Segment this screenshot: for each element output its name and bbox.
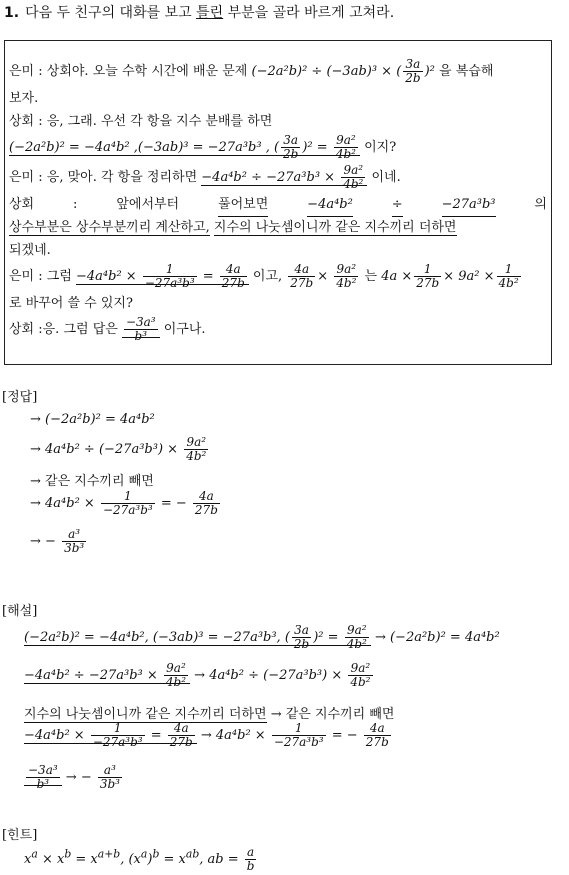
question-header xyxy=(4,2,394,22)
answer-line-5: → − $\frac{\text{a³}}{\text{3b³}}$ xyxy=(30,527,85,555)
dialogue-line-7: 상수부분은 상수부분끼리 계산하고, 지수의 나눗셈이니까 같은 지수끼리 더하면 xyxy=(9,220,457,235)
dialogue-line-1: 은미 : 상회야. 오늘 수학 시간에 배운 문제 (−2a²b)² ÷ (−3ab)³ × ( $\frac{3a}{2b}$ )² 을 복습해 xyxy=(9,57,494,85)
answer-line-3: → 같은 지수끼리 빼면 xyxy=(30,474,154,489)
hint-formula: $x^a \times x^b = x^{a+b}$, $(x^a)^b = x^{ab}$, ab = $\frac{a}{b}$ xyxy=(24,845,255,873)
answer-label: [정답] xyxy=(2,390,38,405)
question-text-underlined: 틀린 xyxy=(196,5,224,21)
answer-line-2: → 4a⁴b² ÷ (−27a³b³) × $\frac{\text{9a²}}{\text{4b²}}$ xyxy=(30,435,207,463)
question-number: 1. xyxy=(4,5,20,21)
hint-label: [힌트] xyxy=(2,828,38,843)
dialogue-line-2: 보자. xyxy=(9,91,39,106)
explanation-label: [해설] xyxy=(2,604,38,619)
explanation-line-1: (−2a²b)² = −4a⁴b², (−3ab)³ = −27a³b³, ( $\frac{3a}{2b}$ )² = $\frac{\text{9a²}}{\text{4b²}}$ → (−2a²b)² = 4a⁴b² xyxy=(24,623,500,651)
explanation-line-3: 지수의 나눗셈이니까 같은 지수끼리 더하면 → 같은 지수끼리 빼면 xyxy=(24,707,395,722)
dialogue-line-9: 은미 : 그럼 −4a⁴b² × $\frac{1}{\text{−27a³b³}}$ = $\frac{4a}{27b}$ 이고, $\frac{4a}{27b}$ × $\frac{\text{9a²}}{\text{4b²}}$ 는 4a × $\frac{1}{27b}$ × 9a² × $\frac{1}{\text{4b²}}$ xyxy=(9,262,519,290)
dialogue-line-8: 되겠네. xyxy=(9,243,51,258)
answer-line-4: → 4a⁴b² × $\frac{1}{\text{−27a³b³}}$ = − $\frac{4a}{27b}$ xyxy=(30,489,218,517)
dialogue-line-6: 상회 : 앞에서부터 풀어보면 −4a⁴b² ÷ −27a³b³ 의 xyxy=(9,193,547,216)
question-text-post: 부분을 골라 바르게 고쳐라. xyxy=(223,5,395,21)
explanation-line-4: −4a⁴b² × $\frac{1}{\text{−27a³b³}}$ = $\frac{4a}{27b}$ → 4a⁴b² × $\frac{1}{\text{−27a³b³}}$ = − $\frac{4a}{27b}$ xyxy=(24,721,389,749)
dialogue-line-4: (−2a²b)² = −4a⁴b² ,(−3ab)³ = −27a³b³ , ( $\frac{3a}{2b}$ )² = $\frac{\text{9a²}}{\text{4b²}}$ 이지? xyxy=(9,133,397,161)
dialogue-line-11: 상회 :응. 그럼 답은 $\frac{\text{−3a³}}{\text{b³}}$ 이구나. xyxy=(9,315,206,343)
question-text-pre: 다음 두 친구의 대화를 보고 xyxy=(25,5,197,21)
dialogue-line-10: 로 바꾸어 쓸 수 있지? xyxy=(9,296,133,311)
explanation-line-2: −4a⁴b² ÷ −27a³b³ × $\frac{\text{9a²}}{\text{4b²}}$ → 4a⁴b² ÷ (−27a³b³) × $\frac{\text{9a²}}{\text{4b²}}$ xyxy=(24,661,371,689)
explanation-line-5: $\frac{\text{−3a³}}{\text{b³}}$ → − $\frac{\text{a³}}{\text{3b³}}$ xyxy=(24,764,124,791)
answer-line-1: → (−2a²b)² = 4a⁴b² xyxy=(30,412,155,427)
dialogue-line-3: 상회 : 응, 그래. 우선 각 항을 지수 분배를 하면 xyxy=(9,114,273,129)
dialogue-line-5: 은미 : 응, 맞아. 각 항을 정리하면 −4a⁴b² ÷ −27a³b³ × $\frac{\text{9a²}}{\text{4b²}}$ 이네. xyxy=(9,163,401,191)
dialogue-box xyxy=(4,40,552,365)
